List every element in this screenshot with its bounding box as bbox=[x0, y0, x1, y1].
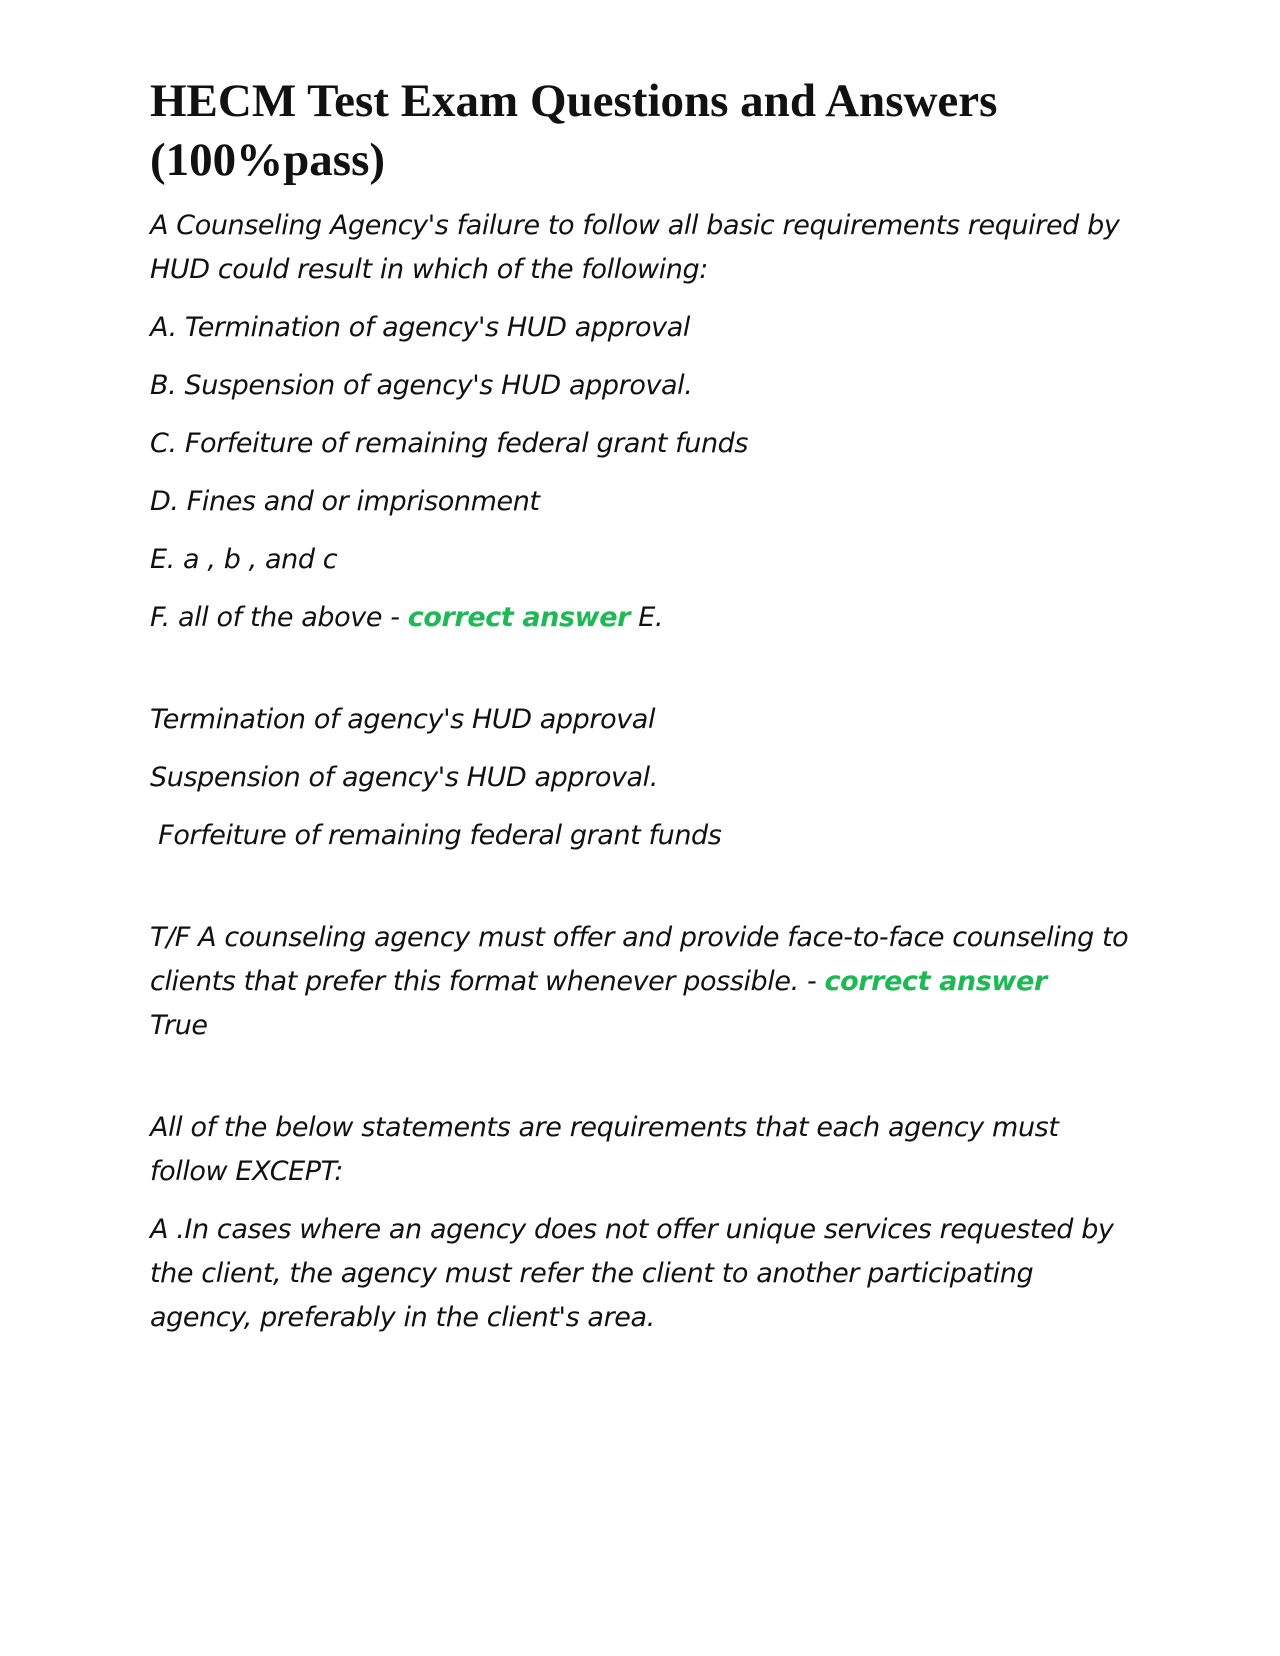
question-1-explanation-1: Termination of agency's HUD approval bbox=[150, 704, 656, 735]
question-1-option-b: B. Suspension of agency's HUD approval. bbox=[150, 370, 693, 401]
document-title: HECM Test Exam Questions and Answers (100%pass) bbox=[150, 75, 998, 186]
question-1-explanation-3: Forfeiture of remaining federal grant funds bbox=[150, 820, 722, 851]
correct-answer-label: correct answer bbox=[824, 966, 1047, 997]
question-1-option-f bbox=[150, 596, 1140, 640]
question-1-option-f-text: F. all of the above - bbox=[150, 602, 408, 633]
question-1-option-d: D. Fines and or imprisonment bbox=[150, 486, 540, 517]
question-1-answer: E. bbox=[630, 602, 664, 633]
question-3-option-a: A .In cases where an agency does not offer unique services requested by the client, the agency must refer the client to another participating agency, preferably in the client's area. bbox=[150, 1214, 1114, 1333]
document-page bbox=[150, 72, 1140, 1340]
question-2-question: T/F A counseling agency must offer and provide face-to-face counseling to clients that prefer this format whenever possible. - bbox=[150, 922, 1129, 997]
question-1-option-c: C. Forfeiture of remaining federal grant funds bbox=[150, 428, 749, 459]
question-1-option-a: A. Termination of agency's HUD approval bbox=[150, 312, 690, 343]
question-3-text: All of the below statements are requirements that each agency must follow EXCEPT: bbox=[150, 1112, 1059, 1187]
question-1-option-e: E. a , b , and c bbox=[150, 544, 338, 575]
question-1-text: A Counseling Agency's failure to follow all basic requirements required by HUD could result in which of the following: bbox=[150, 210, 1120, 285]
question-2-answer: True bbox=[150, 1010, 208, 1041]
correct-answer-label: correct answer bbox=[407, 602, 631, 633]
question-1-explanation-2: Suspension of agency's HUD approval. bbox=[150, 762, 658, 793]
question-2-text bbox=[150, 916, 1140, 1048]
